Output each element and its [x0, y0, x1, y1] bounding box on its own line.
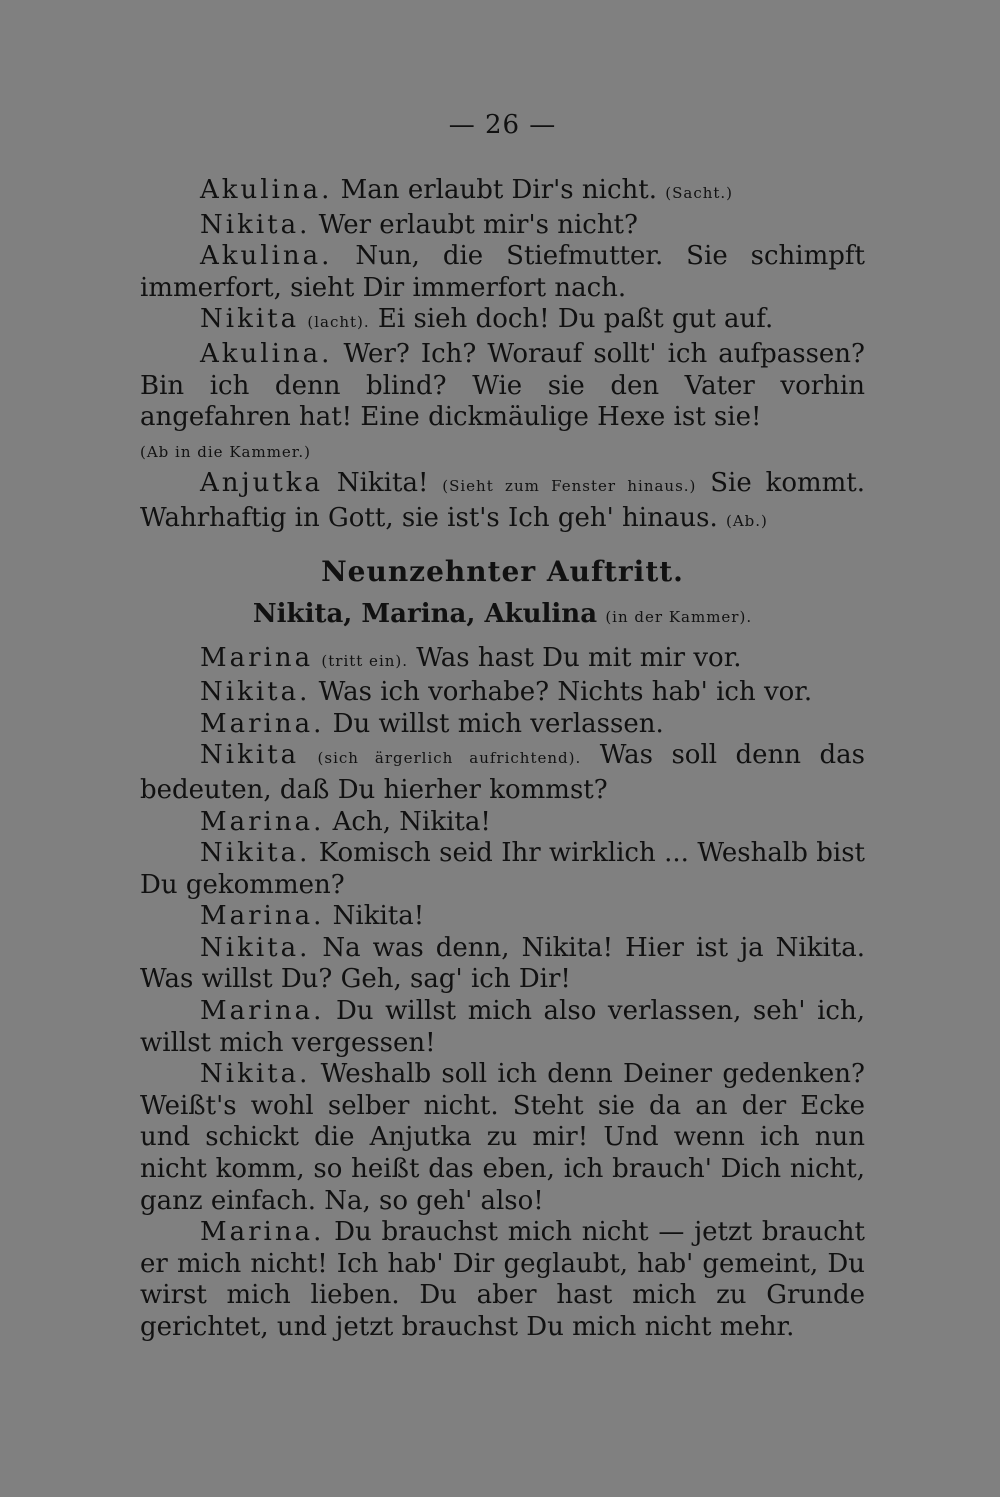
stage-direction: (Sieht zum Fenster hinaus.)	[442, 477, 697, 496]
dialogue-text: Ach, Nikita!	[324, 806, 491, 837]
dialogue-text: Sie kommt. Wahrhaftig in Gott, sie ist's Ich geh' hinaus.	[140, 468, 865, 533]
page-number: — 26 —	[448, 110, 557, 140]
speaker-name: Nikita.	[200, 838, 311, 869]
dialogue-line	[140, 175, 865, 210]
dialogue-text: Wer? Ich? Worauf sollt' ich aufpassen? Bin ich denn blind? Wie sie den Vater vorhin angefahren hat! Eine dickmäulige Hexe ist sie!	[140, 338, 865, 433]
speaker-name: Marina	[200, 642, 314, 673]
dialogue-text: Wer erlaubt mir's nicht?	[310, 209, 638, 240]
speaker-name: Nikita.	[200, 209, 311, 240]
dialogue-text: Du willst mich also verlassen, seh' ich, willst mich vergessen!	[140, 996, 865, 1058]
stage-direction: (tritt ein).	[321, 651, 409, 670]
dialogue-line	[140, 901, 865, 933]
scene-heading: Neunzehnter Auftritt.	[321, 554, 684, 588]
dialogue-text: Du willst mich verlassen.	[324, 708, 664, 739]
dialogue-text: Nikita!	[324, 901, 425, 932]
dialogue-text: Du brauchst mich nicht — jetzt braucht er mich nicht! Ich hab' Dir geglaubt, hab' gemeint, Du wirst mich lieben. Du aber hast mich zu Grunde gerichtet, und jetzt brauchst Du mich nicht mehr.	[140, 1217, 865, 1342]
dialogue-line	[140, 304, 865, 339]
speaker-name: Nikita.	[200, 932, 311, 963]
stage-direction: (Ab in die Kammer.)	[140, 442, 311, 461]
dialogue-line	[140, 643, 865, 678]
dialogue-line	[140, 1059, 865, 1217]
dialogue-text: Was ich vorhabe? Nichts hab' ich vor.	[310, 677, 813, 708]
dialogue-text: Was hast Du mit mir vor.	[408, 642, 742, 673]
stage-direction: (Sacht.)	[665, 184, 734, 202]
dialogue-line	[140, 807, 865, 839]
stage-direction-line	[140, 434, 865, 469]
stage-direction: (in der Kammer).	[605, 607, 753, 626]
dialogue-line	[140, 709, 865, 741]
dialogue-line	[140, 468, 865, 537]
dialogue-line	[140, 241, 865, 304]
speaker-name: Marina.	[200, 1217, 325, 1248]
speaker-name: Nikita.	[200, 1059, 311, 1090]
speaker-name: Nikita.	[200, 677, 311, 708]
speaker-name: Nikita	[200, 740, 300, 771]
stage-direction: (lacht).	[307, 313, 370, 332]
dialogue-line	[140, 933, 865, 996]
dialogue-line	[140, 210, 865, 242]
dialogue-line	[140, 838, 865, 901]
speaker-name: Anjutka	[200, 468, 324, 499]
stage-direction: (sich ärgerlich aufrichtend).	[317, 749, 582, 768]
speaker-name: Akulina.	[200, 338, 333, 369]
dialogue-line	[140, 1217, 865, 1343]
dialogue-text: Was soll denn das bedeuten, daß Du hierher kommst?	[140, 740, 865, 805]
speaker-name: Akulina.	[200, 241, 333, 272]
cast-names: Nikita, Marina, Akulina	[252, 598, 598, 629]
speaker-name: Marina.	[200, 996, 325, 1027]
speaker-name: Nikita	[200, 304, 300, 335]
dialogue-line	[140, 996, 865, 1059]
dialogue-text: Ei sieh doch! Du paßt gut auf.	[369, 304, 774, 335]
dialogue-line	[140, 740, 865, 806]
stage-direction: (Ab.)	[725, 511, 768, 530]
dialogue-text: Nikita!	[323, 468, 429, 499]
dialogue-line	[140, 339, 865, 434]
speaker-name: Marina.	[200, 806, 325, 837]
speaker-name: Marina.	[200, 901, 325, 932]
dialogue-text: Na was denn, Nikita! Hier ist ja Nikita. Was willst Du? Geh, sag' ich Dir!	[140, 932, 865, 995]
scene-cast	[140, 596, 865, 635]
dialogue-text: Man erlaubt Dir's nicht.	[332, 175, 657, 205]
dialogue-text: Komisch seid Ihr wirklich ... Weshalb bist Du gekommen?	[140, 838, 865, 900]
speaker-name: Akulina.	[200, 175, 333, 205]
speaker-name: Marina.	[200, 708, 325, 739]
dialogue-line	[140, 677, 865, 709]
dialogue-text: Nun, die Stiefmutter. Sie schimpft immerfort, sieht Dir immerfort nach.	[140, 241, 865, 303]
book-page	[140, 105, 865, 1465]
dialogue-text: Weshalb soll ich denn Deiner gedenken? Weißt's wohl selber nicht. Steht sie da an der Ecke und schickt die Anjutka zu mir! Und wenn ich nun nicht komm, so heißt das eben, ich brauch' Dich nicht, ganz einfach. Na, so geh' also!	[140, 1059, 865, 1216]
